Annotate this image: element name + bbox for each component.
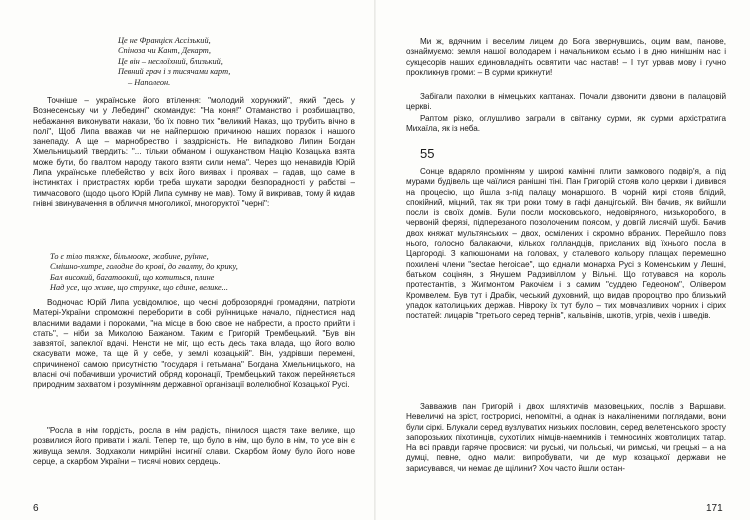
verse-line: Це він – неслоїхний, близький, [118,56,223,66]
right-paragraph-main [406,167,726,397]
paragraph-text: Завважив пан Григорій і двох шляхтичів мазовецьких, послів з Варшави. Невеличкі на зріст, гострорисі, непомітні, а однак із накаліненими поглядами, вони були сіркі. Блукали серед вузлуватих низьких пословин, серед велетенського зросту запорозьких піхотинців, сухотілих німців-наемників і темносиніх жовтолицих татар. На всі правди гаряче просвися: чи руські, чи польські, чи римські, чи грецькі – а на думці, певне, одно мали: випробувати, чи де мур козацької держави не зарисувався, чи немає де щілини? Хоч часто йшли остан- [406,402,726,473]
paragraph-text: Точніше – українське його втілення: "молодий хорунжий", який "десь у Вознесенську чи у Лебедині" скомандує: "На коня!" Отаманство і розбишацтво, небажання виконувати накази, 'бо їх повно тих "великий Наказ, що трубить вічно в полі", Щоб Липа вважав чи не найпершою причиною наших поразок і нашого занепаду. А ще – марнобрество і заздрісність. Не випадково Липин Богдан Хмельницький твердить: "... тільки обманом і ошуканством Націю Козацька взята може бути, бо гвалтом народу такого взяти сили нема". Через що ненавидів Юрій Липа українське плебейство у всіх його виявах і проявах – гадав, що саме в інстинктах і пристрастях юрби треба шукати зародки безпорадності у рабстві – тимчасового (щодо цього Юрій Липа сумнву не мав). Тому й викривав, тому й кидав гнівні звинувачення в обличчя многоликої, многоруктої "черні": [33,96,355,208]
verse-line: Бал високий, багатоокий, що котиться, плине [50,272,215,282]
paragraph-text: Раптом різко, оглушливо заграли в світанку сурми, як сурми архістратига Михаїла, як із неба. [406,114,726,134]
verse-line: Над усе, що живе, що струнке, що єдине, велике... [50,283,228,293]
right-paragraph-top-1 [406,37,726,91]
paragraph-text: Сонце вдаряло промінням у широкі камінні плити замкового подвір'я, а під мурами будівель ще чаїлися ранішні тіні. Пан Григорій стояв коло церкви і дивився на процесію, що йшла з-під палацу монаршого. В чорній кирі стояв блідий, спокійний, міцний, так як три роки тому в гафі данцігській. Він бачив, як вийшли посли із своїх домів. Були посли московського, недовіряного, низькоробого, в червоній ферязі, підперезаного позолоченим поясом, у довгій лисячій шубі. Бачив двох княжат мультянських – двох, осмілених і скромно вбраних. Перейшло повз нього, голосно балакаючи, кількох голландців, присланих від їхнього посла в Царгороді. З капюшонами на головах, у сталевого кольору плащах перемешно похилені члени "sectae heroicae", що єднали монарха Русі з Коменським у Лешні, батьком соцінян, з Янушем Радзивіллом у Вільні. Що готувався на король протестантів, з Жигмонтом Ракочієм і з самим "суддею Гедеоном", Олівером Кромвелем. Був тут і Драбік, чеський духовний, що видав пророцтво про близький упадок католицьких держав. Нівроку їх тут було – тих мовчазливих чорних і сірих постатей: лицарів "третього серед тернів", кальвінів, шкотів, угрів, чехів і шведів. [406,167,726,321]
epigraph-verse [118,36,230,88]
verse-line: – Наполеон. [128,77,171,87]
left-paragraph-2 [33,298,355,422]
paragraph-text: Забігали пахолки в німецьких каптанах. Почали дзвонити дзвони в палацовій церкві. [406,92,726,112]
chapter-number: 55 [420,146,435,161]
verse-line: То є тіло тяжке, більмооке, жабине, руїнне, [50,252,209,261]
paragraph-text: Ми ж, вдячним і веселим лицем до Бога звернувшись, оцим вам, панове, ознаймуємо: земля нашої володарем і начальником єсьмо і в дню нинішнім нас і сукцесорів наших єдиновладніть освятити час настав! – І тут урвав мову і гучно прокликнув громи: – В сурми крикнути! [406,37,726,77]
left-page [0,0,374,520]
right-page [376,0,750,520]
left-paragraph-1 [33,96,355,250]
page-number-left: 6 [33,503,39,514]
verse-line: Певний грач і з тисячами карт, [118,67,231,77]
verse-line: Це не Франціск Ассізький, [118,36,211,45]
right-paragraph-top-2 [406,92,726,114]
paragraph-text: Водночас Юрій Липа усвідомлює, що чесні доброзорядні громадяни, патріоти Матері-України спроможні переборити в собі руїнницьке начало, піднестися над власними вадами і пороками, "на місце в бою свое не набрести, а просто прийти і стать", – ніби за Миколою Бажаном. Таким є Григорій Трембецький. "Був він завзятої, запеклої вдачі. Ненсти не міг, що есть десь така влада, що його волю скасувати може, та ще й у себе, у землі козацькій". Він, уздрівши перемені, спричиненої самою присутністю "государя і гетьмана" Богдана Хмельницького, на власні очі побачивши урочистий обряд коронації, Трембецький також перейняється природним захватом і розумінням державної організації волелюбної Козацької Русі. [33,298,355,390]
quoted-verse [50,252,238,294]
page-number-right: 171 [706,503,723,514]
verse-line: Смішно-хитре, голодне до крові, до гвалту, до крику, [50,262,238,272]
left-paragraph-3 [33,426,355,498]
right-paragraph-top-3 [406,114,726,136]
verse-line: Спіноза чи Кант, Декарт, [118,46,211,56]
paragraph-text: "Росла в нім гордість, росла в нім радість, пінилося щастя таке велике, що розвилися його привати і жалі. Тепер те, що було в нім, що було в нім, то усе він є живуща земля. Зодхаколи нимрійні інсигнії слави. Скарбом йому було його нове серце, а скарбом України – тисячі нових сердець. [33,426,355,466]
right-paragraph-main-2 [406,402,726,498]
